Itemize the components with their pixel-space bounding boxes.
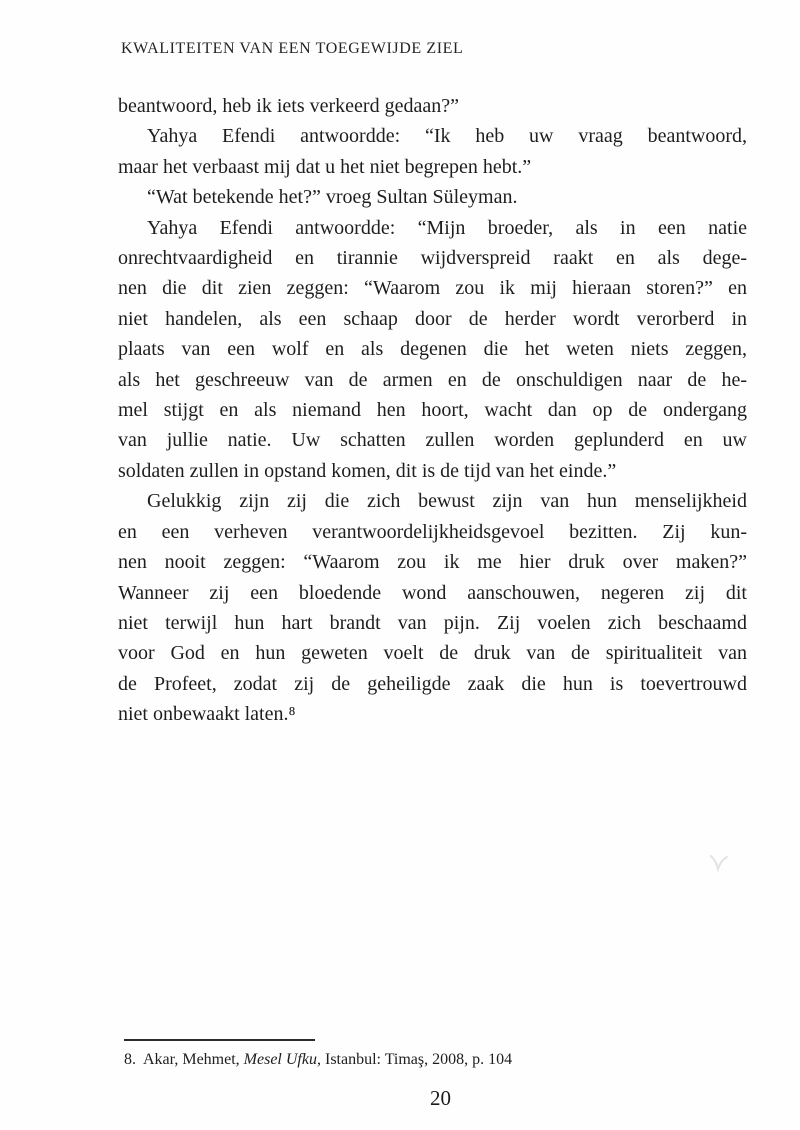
body-line: Wanneer zij een bloedende wond aanschouwen, negeren zij dit [118,581,747,604]
body-text-block [118,91,747,730]
body-line: niet handelen, als een schaap door de herder wordt verorberd in [118,307,747,330]
body-line: beantwoord, heb ik iets verkeerd gedaan?” [118,95,459,117]
body-line: mel stijgt en als niemand hen hoort, wacht dan op de ondergang [118,399,747,422]
footnote-marker: 8. [124,1051,136,1068]
body-line: nen nooit zeggen: “Waarom zou ik me hier druk over maken?” [118,551,747,574]
body-line: soldaten zullen in opstand komen, dit is de tijd van het einde.” [118,459,617,482]
body-line: Yahya Efendi antwoordde: “Ik heb uw vraag beantwoord, [147,125,747,148]
body-line: Yahya Efendi antwoordde: “Mijn broeder, als in een natie [147,216,747,239]
body-line: plaats van een wolf en als degenen die het weten niets zeggen, [118,338,747,361]
body-line: niet terwijl hun hart brandt van pijn. Zij voelen zich beschaamd [118,611,747,634]
footnote-rule [124,1039,315,1041]
footnote-text-before: Akar, Mehmet, [143,1051,244,1068]
body-line: onrechtvaardigheid en tirannie wijdverspreid raakt en als dege- [118,247,747,270]
scan-artifact-mark [705,848,733,876]
body-line: van jullie natie. Uw schatten zullen worden geplunderd en uw [118,429,747,452]
running-head: KWALITEITEN VAN EEN TOEGEWIJDE ZIEL [121,40,464,57]
body-line: nen die dit zien zeggen: “Waarom zou ik mij hieraan storen?” en [118,277,747,300]
body-line: maar het verbaast mij dat u het niet begrepen hebt.” [118,155,532,178]
footnote-title-italic: Mesel Ufku [243,1051,317,1068]
body-line: de Profeet, zodat zij de geheiligde zaak die hun is toevertrouwd [118,672,747,695]
body-line: “Wat betekende het?” vroeg Sultan Süleyman. [147,186,518,209]
page-number: 20 [430,1086,451,1110]
body-line: Gelukkig zijn zij die zich bewust zijn van hun menselijkheid [147,490,747,513]
body-line: en een verheven verantwoordelijkheidsgevoel bezitten. Zij kun- [118,520,747,543]
footnote [124,1049,747,1071]
body-line: niet onbewaakt laten.⁸ [118,703,296,726]
footnote-text-after: , Istanbul: Timaş, 2008, p. 104 [316,1051,513,1068]
body-line: als het geschreeuw van de armen en de onschuldigen naar de he- [118,368,747,391]
body-line: voor God en hun geweten voelt de druk van de spiritualiteit van [118,642,747,665]
